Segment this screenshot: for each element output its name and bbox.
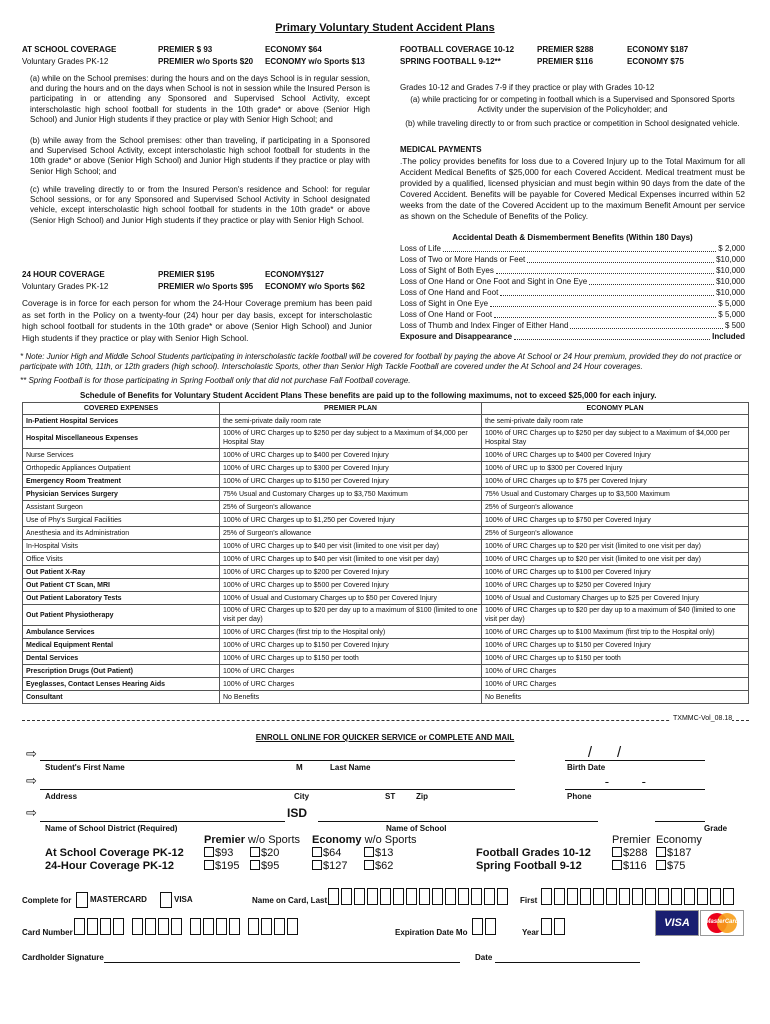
economy-cell: 75% Usual and Customary Charges up to $3,500 Maximum [482,488,749,501]
add-row [400,310,745,321]
add-label: Loss of Two or More Hands or Feet [400,255,526,264]
schedule-title: Schedule of Benefits for Voluntary Student Accident Plans These benefits are paid up to the following maximums, not to exceed $25,000 for each injury. [80,391,657,400]
table-row [23,488,749,501]
premier-cell: 75% Usual and Customary Charges up to $3,750 Maximum [220,488,482,501]
premier-cell: 100% of URC Charges up to $150 per tooth [220,652,482,665]
opt-economy-127[interactable] [312,860,347,872]
add-label: Loss of One Hand or Foot [400,310,493,319]
cut-line [22,720,749,721]
economy-cell: 100% of Usual and Customary Charges up to $25 per Covered Injury [482,592,749,605]
school-clause-c: (c) while traveling directly to or from the Insured Person's residence and School: for regular School sessions, or for any Sponsored and Supervised School Activity in School designated vehicle, except interscholastic high school football for students in the 10th grade* or above (Senior High School) and Junior High students if they practice or play with Senior High School. [30,185,370,225]
zip-label: Zip [416,792,428,801]
add-row [400,299,745,310]
visa-logo-text: VISA [664,917,690,929]
checkbox[interactable] [612,847,622,857]
checkbox[interactable] [204,847,214,857]
add-heading: Accidental Death & Dismemberment Benefits (Within 180 Days) [452,233,693,242]
opt-football-premier-288[interactable] [612,847,647,859]
premier-cell: 100% of URC Charges [220,678,482,691]
economy-cell: 25% of Surgeon's allowance [482,501,749,514]
table-row [23,449,749,462]
football-economy-price: ECONOMY $187 [627,45,689,54]
economy-cell: 100% of URC Charges up to $20 per day up to a maximum of $40 (limited to one visit per day) [482,605,749,626]
name-on-card-boxes[interactable] [328,888,510,906]
row-label: Assistant Surgeon [23,501,220,514]
row-label: Dental Services [23,652,220,665]
note-junior-high: * Note: Junior High and Middle School Students participating in interscholastic tackle football will be covered for football by paying the above At School or 24 Hour premium, provided they do not practice or participate with 10th, 11th, or 12th graders (high school). Interscholastic Sports, other than Senior High Tackle Football are covered under the At School and 24 Hour coverages. [20,352,742,371]
visa-label: VISA [174,895,193,905]
medical-heading: MEDICAL PAYMENTS [400,145,482,154]
opt-label: $75 [667,860,686,872]
opt-label: $187 [667,847,692,859]
checkbox[interactable] [250,860,260,870]
row-label: Emergency Room Treatment [23,475,220,488]
row-label: Eyeglasses, Contact Lenses Hearing Aids [23,678,220,691]
football-premier-price: PREMIER $288 [537,45,594,54]
football-heading: FOOTBALL COVERAGE 10-12 [400,45,515,54]
hour24-economy-price: ECONOMY$127 [265,270,325,279]
economy-wo-sports-label: w/o Sports [364,834,417,846]
economy-cell: 100% of URC Charges up to $750 per Covered Injury [482,514,749,527]
opt-label: $127 [323,860,348,872]
checkbox[interactable] [364,847,374,857]
checkbox[interactable] [656,860,666,870]
exp-year-boxes[interactable] [541,918,567,936]
row-label: Consultant [23,691,220,704]
fb-premier-header: Premier [612,834,651,846]
football-sub: SPRING FOOTBALL 9-12** [400,57,501,66]
add-label: Loss of One Hand or One Foot and Sight in One Eye [400,277,588,286]
opt-spring-premier-116[interactable] [612,860,647,872]
arrow-right-icon: ⇨ [26,746,37,761]
row-label: Ambulance Services [23,626,220,639]
hour24-heading: 24 HOUR COVERAGE [22,270,105,279]
premier-cell: 100% of URC Charges up to $300 per Covered Injury [220,462,482,475]
table-row [23,553,749,566]
checkbox[interactable] [312,847,322,857]
district-line[interactable] [40,821,285,822]
table-row [23,691,749,704]
mi-label: M [296,763,303,772]
premier-cell: 100% of URC Charges up to $150 per Covered Injury [220,475,482,488]
economy-cell: 100% of URC Charges up to $100 Maximum (first trip to the Hospital only) [482,626,749,639]
economy-cell: 100% of URC Charges up to $20 per visit (limited to one visit per day) [482,540,749,553]
table-row [23,540,749,553]
address-label: Address [45,792,78,801]
add-value: $10,000 [716,288,745,297]
table-row [23,527,749,540]
row-label: Hospital Miscellaneous Expenses [23,428,220,449]
table-row [23,579,749,592]
first-name-label: Student's First Name [45,763,125,772]
economy-header-label: Economy [312,834,362,846]
card-number-label: Card Number [22,928,73,937]
add-value: $ 500 [724,321,745,330]
mastercard-logo [700,910,744,936]
table-row [23,665,749,678]
economy-cell: 25% of Surgeon's allowance [482,527,749,540]
checkbox[interactable] [364,860,374,870]
premier-col-header [204,834,300,846]
checkbox[interactable] [76,892,88,908]
table-row [23,514,749,527]
premier-cell: No Benefits [220,691,482,704]
opt-label: $62 [375,860,394,872]
premier-cell: 100% of URC Charges up to $1,250 per Covered Injury [220,514,482,527]
opt-label: $116 [623,860,647,872]
add-label: Loss of Sight of Both Eyes [400,266,494,275]
row-label: Out Patient Physiotherapy [23,605,220,626]
table-row [23,462,749,475]
add-value: $10,000 [716,255,745,264]
opt-label: $13 [375,847,394,859]
school-clause-b: (b) while away from the School premises: other than traveling, if participating in a Sponsored and Supervised School Activity, except interscholastic high school football for students in the 10th grade* or above (Senior High School) and Junior High students if they practice or play with Senior High School; and [30,136,370,176]
opt-economy-62[interactable] [364,860,393,872]
table-row [23,501,749,514]
economy-cell: 100% of URC Charges up to $150 per tooth [482,652,749,665]
checkbox[interactable] [656,847,666,857]
first-name-boxes[interactable] [541,888,736,906]
birth-date-line[interactable] [565,760,705,761]
economy-col-header [312,834,417,846]
table-row [23,639,749,652]
premier-cell: 100% of URC Charges [220,665,482,678]
note-spring-football: ** Spring Football is for those participating in Spring Football only that did not purchase Fall Football coverage. [20,376,411,385]
table-row [23,415,749,428]
mastercard-option[interactable] [76,892,147,908]
at-school-coverage-label: At School Coverage PK-12 [45,847,184,859]
premier-wo-sports-label: w/o Sports [248,834,301,846]
opt-label: $288 [623,847,648,859]
birth-date-label: Birth Date [567,763,606,772]
economy-cell: 100% of URC Charges [482,665,749,678]
opt-label: $64 [323,847,342,859]
schedule-table [22,402,749,704]
spring-football-label: Spring Football 9-12 [476,860,582,872]
enroll-heading: ENROLL ONLINE FOR QUICKER SERVICE or COMPLETE AND MAIL [255,733,515,742]
district-label: Name of School District (Required) [45,824,178,833]
add-row [400,277,745,288]
opt-premier-20[interactable] [250,847,279,859]
row-label: Use of Phy's Surgical Facilities [23,514,220,527]
economy-cell: 100% of URC up to $300 per Covered Injury [482,462,749,475]
row-label: Anesthesia and its Administration [23,527,220,540]
add-row [400,244,745,255]
isd-label: ISD [287,806,308,820]
page-title: Primary Voluntary Student Accident Plans [275,22,495,34]
add-value: $ 5,000 [718,299,745,308]
football-premier2-price: PREMIER $116 [537,57,594,66]
economy-cell: 100% of URC Charges [482,678,749,691]
checkbox[interactable] [612,860,622,870]
phone-dashes: - - [565,774,646,789]
hour24-premier-price: PREMIER $195 [158,270,215,279]
row-label: In-Patient Hospital Services [23,415,220,428]
add-value: $10,000 [716,277,745,286]
premier-cell: 100% of URC Charges up to $500 per Covered Injury [220,579,482,592]
opt-label: $20 [261,847,280,859]
visa-logo [655,910,699,936]
signature-label: Cardholder Signature [22,953,104,962]
premier-header-label: Premier [204,834,245,846]
name-on-card-label: Name on Card, Last [252,896,328,905]
row-label: Office Visits [23,553,220,566]
opt-economy-13[interactable] [364,847,393,859]
economy-cell: 100% of URC Charges up to $250 per day subject to a Maximum of $4,000 per Hospital Stay [482,428,749,449]
add-row [400,332,745,343]
table-row [23,626,749,639]
opt-label: $195 [215,860,240,872]
row-label: Orthopedic Appliances Outpatient [23,462,220,475]
grade-label: Grade [704,824,728,833]
expiration-label: Expiration Date Mo [395,928,468,937]
add-label: Loss of Thumb and Index Finger of Either Hand [400,321,569,330]
opt-label: $93 [215,847,234,859]
add-label: Loss of One Hand and Foot [400,288,499,297]
checkbox[interactable] [250,847,260,857]
economy-cell: No Benefits [482,691,749,704]
school-coverage-heading: AT SCHOOL COVERAGE [22,45,117,54]
premier-cell: 100% of URC Charges up to $40 per visit (limited to one visit per day) [220,540,482,553]
school-economy-ns-price: ECONOMY w/o Sports $13 [265,57,365,66]
premier-cell: 100% of URC Charges up to $250 per day subject to a Maximum of $4,000 per Hospital Stay [220,428,482,449]
add-value: $ 5,000 [718,310,745,319]
hour24-coverage-label: 24-Hour Coverage PK-12 [45,860,174,872]
table-row [23,566,749,579]
premier-cell: 100% of Usual and Customary Charges up to $50 per Covered Injury [220,592,482,605]
city-label: City [294,792,310,801]
premier-cell: 25% of Surgeon's allowance [220,527,482,540]
table-row [23,652,749,665]
economy-cell: 100% of URC Charges up to $400 per Covered Injury [482,449,749,462]
hour24-premier-ns-price: PREMIER w/o Sports $95 [158,282,254,291]
mastercard-logo-text: MasterCard [705,919,739,925]
football-economy2-price: ECONOMY $75 [627,57,684,66]
phone-label: Phone [567,792,592,801]
row-label: In-Hospital Visits [23,540,220,553]
form-code: TXMMC-Vol_08.18 [670,714,732,723]
premier-cell: 100% of URC Charges up to $20 per day up to a maximum of $100 (limited to one visit per day) [220,605,482,626]
school-premier-ns-price: PREMIER w/o Sports $20 [158,57,254,66]
table-row [23,678,749,691]
row-label: Medical Equipment Rental [23,639,220,652]
table-row [23,605,749,626]
add-value: $10,000 [716,266,745,275]
premier-cell: 100% of URC Charges up to $400 per Covered Injury [220,449,482,462]
economy-cell: 100% of URC Charges up to $150 per Covered Injury [482,639,749,652]
opt-premier-95[interactable] [250,860,279,872]
checkbox[interactable] [204,860,214,870]
row-label: Out Patient CT Scan, MRI [23,579,220,592]
school-label: Name of School [386,824,447,833]
complete-for-label: Complete for [22,896,72,905]
student-name-line[interactable] [40,760,515,761]
birth-date-slashes: / / [567,744,622,761]
row-label: Physician Services Surgery [23,488,220,501]
date-label: Date [475,953,493,962]
school-economy-price: ECONOMY $64 [265,45,322,54]
phone-line[interactable] [565,789,705,790]
row-label: Nurse Services [23,449,220,462]
add-label: Loss of Sight in One Eye [400,299,489,308]
checkbox[interactable] [160,892,172,908]
table-row [23,475,749,488]
card-number-boxes[interactable] [74,918,300,936]
hour24-sub: Voluntary Grades PK-12 [22,282,109,291]
football-clause-a: (a) while practicing for or competing in football which is a Supervised and Sponsored Sports Activity under the supervision of the Policyholder; and [410,95,735,114]
economy-cell: 100% of URC Charges up to $75 per Covered Injury [482,475,749,488]
opt-football-economy-187[interactable] [656,847,691,859]
add-row [400,266,745,277]
football-clause-b: (b) while traveling directly to or from such practice or competition in School designated vehicle. [405,119,740,128]
add-label: Loss of Life [400,244,441,253]
add-row [400,288,745,299]
school-coverage-sub: Voluntary Grades PK-12 [22,57,109,66]
first-label: First [520,896,538,905]
grade-line[interactable] [655,821,705,822]
opt-premier-195[interactable] [204,860,239,872]
economy-cell: the semi-private daily room rate [482,415,749,428]
col-covered-expenses: COVERED EXPENSES [23,403,220,415]
fb-economy-header: Economy [656,834,702,846]
state-label: ST [385,792,396,801]
last-name-label: Last Name [330,763,371,772]
opt-label: $95 [261,860,280,872]
football-grades-label: Football Grades 10-12 [476,847,591,859]
premier-cell: 100% of URC Charges up to $200 per Covered Injury [220,566,482,579]
signature-line[interactable] [104,962,460,963]
hour24-text: Coverage is in force for each person for whom the 24-Hour Coverage premium has been paid as set forth in the Policy on a twenty-four (24) hour per day basis, except for interscholastic high school football for students in the 10th grade* or above (Senior High School) and Junior High students if they practice or play with Senior High School. [22,298,372,343]
school-premier-price: PREMIER $ 93 [158,45,213,54]
premier-cell: 100% of URC Charges up to $150 per Covered Injury [220,639,482,652]
row-label: Prescription Drugs (Out Patient) [23,665,220,678]
school-line[interactable] [318,821,598,822]
visa-option[interactable] [160,892,193,908]
add-value: $ 2,000 [718,244,745,253]
opt-spring-economy-75[interactable] [656,860,685,872]
col-economy-plan: ECONOMY PLAN [482,403,749,415]
premier-cell: the semi-private daily room rate [220,415,482,428]
add-list [400,244,745,343]
add-row [400,321,745,332]
arrow-right-icon: ⇨ [26,773,37,788]
opt-economy-64[interactable] [312,847,341,859]
mastercard-label: MASTERCARD [90,895,147,905]
row-label: Out Patient X-Ray [23,566,220,579]
add-value: Included [712,332,745,341]
opt-premier-93[interactable] [204,847,233,859]
address-line[interactable] [40,789,515,790]
economy-cell: 100% of URC Charges up to $20 per visit (limited to one visit per day) [482,553,749,566]
football-intro: Grades 10-12 and Grades 7-9 if they practice or play with Grades 10-12 [400,83,655,92]
economy-cell: 100% of URC Charges up to $250 per Covered Injury [482,579,749,592]
add-row [400,255,745,266]
premier-cell: 100% of URC Charges (first trip to the Hospital only) [220,626,482,639]
exp-month-boxes[interactable] [472,918,498,936]
checkbox[interactable] [312,860,322,870]
premier-cell: 100% of URC Charges up to $40 per visit (limited to one visit per day) [220,553,482,566]
table-row [23,592,749,605]
year-label: Year [522,928,539,937]
school-clause-a: (a) while on the School premises: during the hours and on the days School is in regular session, and during the hours and on the days when School is not in session while the Insured Person is participating in or attending any Sponsored and Supervised School Activity, except interscholastic high school football for students in the 10th grade* or above (Senior High School) and Junior High students if they practice or play with Senior High School; and [30,74,370,124]
col-premier-plan: PREMIER PLAN [220,403,482,415]
add-label: Exposure and Disappearance [400,332,513,341]
arrow-right-icon: ⇨ [26,805,37,820]
date-line[interactable] [495,962,640,963]
medical-text: .The policy provides benefits for loss due to a Covered Injury up to the Total Maximum for all Accident Medical Benefits of $25,000 for each Covered Accident. Medical treatment must be provided by a qualified, licensed physician and must begin within 90 days from the date of the Covered Accident. Benefits will be payable for Covered Medical Expenses incurred within 52 weeks from the date of the Covered Accident up to the maximum Benefit Amount per service as shown on the Schedule of Benefits of the Policy. [400,156,745,221]
table-row [23,428,749,449]
economy-cell: 100% of URC Charges up to $100 per Covered Injury [482,566,749,579]
hour24-economy-ns-price: ECONOMY w/o Sports $62 [265,282,365,291]
row-label: Out Patient Laboratory Tests [23,592,220,605]
premier-cell: 25% of Surgeon's allowance [220,501,482,514]
